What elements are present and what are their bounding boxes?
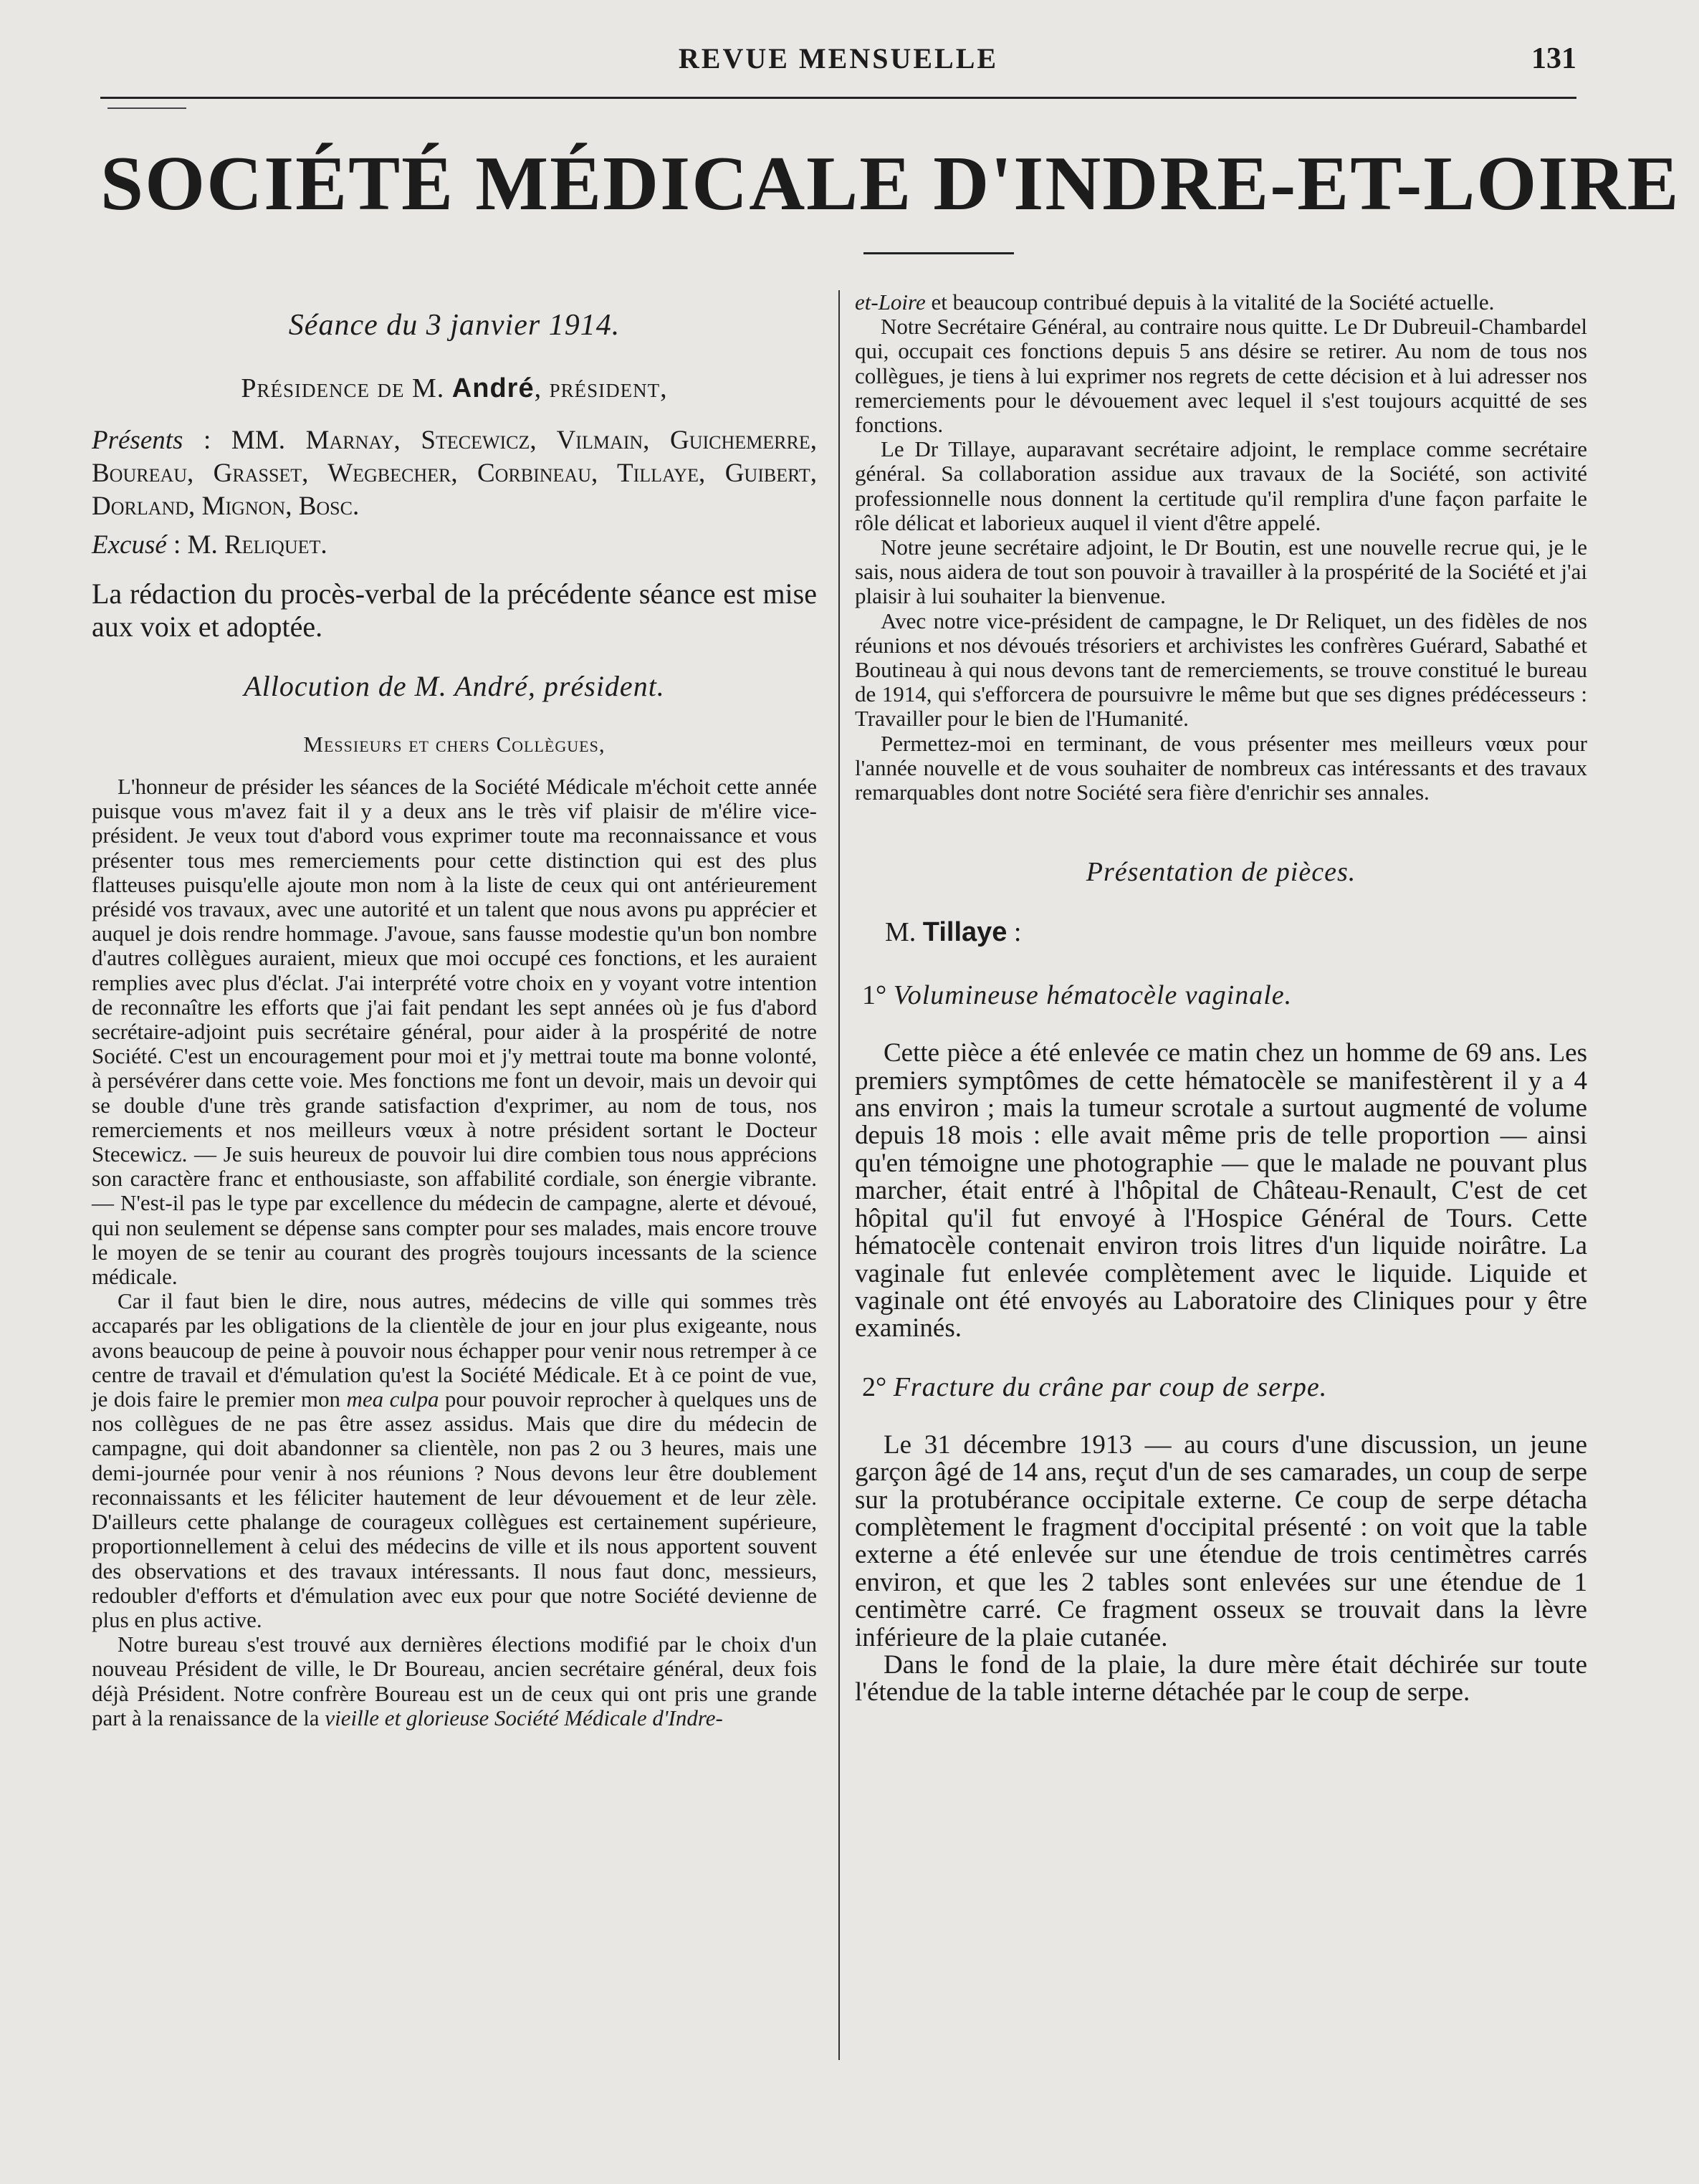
allocution-paragraph-7: Avec notre vice-président de campagne, le Dr Reliquet, un des fidèles de nos réunions et nos dévoués trésoriers et archivistes les confrères Guérard, Sabathé et Boutineau à qui nous devons tant de remerciements, se trouve constitué le bureau de 1914, qui s'efforcera de poursuivre le même but que ses dignes prédécesseurs : Travailler pour le bien de l'Humanité. <box>855 608 1587 732</box>
minutes-adoption: La rédaction du procès-verbal de la précédente séance est mise aux voix et adoptée. <box>92 578 817 643</box>
mea-culpa: mea culpa <box>346 1386 439 1412</box>
society-name-italic: vieille et glorieuse Société Médicale d'Indre- <box>325 1705 723 1730</box>
excused-text: : M. Reliquet. <box>166 530 327 560</box>
salutation: Messieurs et chers Collègues, <box>303 732 606 757</box>
title-rule <box>863 252 1014 254</box>
presentation-heading: Présentation de pièces. <box>1086 857 1356 888</box>
president-name: André <box>451 373 535 403</box>
allocution-paragraph-5: Le Dr Tillaye, auparavant secrétaire adjoint, le remplace comme secrétaire général. Sa collaboration assidue aux travaux de la Société, son activité professionnelle nous donnent la certitude qu'il remplira d'une façon parfaite le rôle délicat et laborieux auquel il vient d'être appelé. <box>855 436 1587 535</box>
item-1-text: Cette pièce a été enlevée ce matin chez un homme de 69 ans. Les premiers symptômes de cette hématocèle se manifestèrent il y a 4 ans environ ; mais la tumeur scrotale a surtout augmenté de volume depuis 18 mois : elle avait même pris de telle proportion — ainsi qu'en témoigne une photographie — que le malade ne pouvant plus marcher, était entré à l'hôpital de Château-Renault, C'est de cet hôpital qu'il fut envoyé à l'Hospice Général de Tours. Cette hématocèle contenait environ trois litres d'un liquide noirâtre. La vaginale fut enlevée complètement avec le liquide. Liquide et vaginale ont été envoyés au Laboratoire des Cliniques pour y être examinés. <box>855 1038 1587 1344</box>
excused-label: Excusé <box>92 530 167 560</box>
speaker-line <box>885 916 1587 948</box>
allocution-p3-start: Notre bureau s'est trouvé aux dernières élections modifié par le choix d'un nouveau Président de ville, le Dr Boureau, ancien secrétaire général, deux fois déjà Président. Notre confrère Boureau est un de ceux qui ont pris une grande part à la renaissance de la <box>92 1632 817 1730</box>
right-column <box>855 290 1587 1728</box>
society-name-end: et-Loire <box>855 289 926 315</box>
item-2-heading <box>862 1371 1587 1403</box>
session-date: Séance du 3 janvier 1914. <box>288 309 621 342</box>
allocution-continuation <box>855 290 1587 315</box>
header-rule <box>100 97 1576 99</box>
allocution-p2-start: Car il faut bien le dire, nous autres, médecins de ville qui sommes très accaparés par les obligations de la clientèle de jour en jour plus exigeante, nous avons beaucoup de peine à pouvoir nous échapper pour venir nous retremper à ce centre de travail et d'émulation qu'est la Société Médicale. Et à ce point de vue, je dois faire le premier mon <box>92 1288 817 1412</box>
item-1-heading <box>862 980 1587 1011</box>
page-number: 131 <box>1531 42 1576 75</box>
item-1-number: 1° <box>862 980 887 1011</box>
allocution-p2-end: pour pouvoir reprocher à quelques uns de nos collègues de ne pas être assez assidus. Mais que dire du médecin de campagne, qui doit abandonner sa clientèle, non pas 2 ou 3 heures, mais une demi-journée pour venir à nos réunions ? Nous devons leur être doublement reconnaissants et les féliciter hautement de leur dévouement et de leur zèle. D'ailleurs cette phalange de courageux collègues est certainement supérieure, proportionnellement à celui des médecins de ville et ils nous apportent souvent des observations et des travaux intéressants. Il nous faut donc, messieurs, redoubler d'efforts et d'émulation avec eux pour que notre Société devienne de plus en plus active. <box>92 1386 817 1632</box>
column-divider <box>838 290 840 2060</box>
item-2-title: Fracture du crâne par coup de serpe. <box>893 1371 1328 1402</box>
presidence-line <box>92 373 817 404</box>
speaker-name: Tillaye <box>922 917 1008 948</box>
header-rule-accent <box>107 107 186 109</box>
presidence-suffix: , président, <box>534 373 668 403</box>
presidence-prefix: Présidence de M. <box>241 373 445 403</box>
speaker-prefix: M. <box>885 917 916 948</box>
allocution-paragraph-8: Permettez-moi en terminant, de vous présenter mes meilleurs vœux pour l'année nouvelle et de vous souhaiter de nombreux cas intéressants et des travaux remarquables dont notre Société sera fière d'enrichir ses annales. <box>855 730 1587 805</box>
item-1-title: Volumineuse hématocèle vaginale. <box>893 980 1293 1011</box>
running-title: REVUE MENSUELLE <box>678 42 999 75</box>
presents-text: : MM. Marnay, Stecewicz, Vilmain, Guichemerre, Boureau, Grasset, Wegbecher, Corbineau, Tillaye, Guibert, Dorland, Mignon, Bosc. <box>92 426 817 521</box>
allocution-paragraph-4: Notre Secrétaire Général, au contraire nous quitte. Le Dr Dubreuil-Chambardel qui, occupait ces fonctions depuis 5 ans désire se retirer. Au nom de tous nos collègues, je tiens à lui exprimer nos regrets de cette décision et à lui adresser nos remerciements pour le dévouement avec lequel il s'est toujours acquitté de ses fonctions. <box>855 314 1587 438</box>
allocution-paragraph-3 <box>92 1632 817 1730</box>
continuation-text: et beaucoup contribué depuis à la vitalité de la Société actuelle. <box>925 289 1495 315</box>
allocution-paragraph-1: L'honneur de présider les séances de la Société Médicale m'échoit cette année puisque vous m'avez fait il y a deux ans le très vif plaisir de m'élire vice-président. Je veux tout d'abord vous exprimer toute ma reconnaissance et vous présenter tous mes remerciements pour cette distinction qui est des plus flatteuses puisqu'elle ajoute mon nom à la liste de ceux qui ont antérieurement présidé vos travaux, avec une autorité et un talent que nous avons pu apprécier et auquel je dois rendre hommage. J'avoue, sans fausse modestie qu'un bon nombre d'autres collègues auraient, mieux que moi occupé ces fonctions, et les auraient remplies avec plus d'éclat. J'ai interprété votre choix en y voyant votre intention de reconnaître les efforts que j'ai fait pendant les sept années où je fus d'abord secrétaire-adjoint puis secrétaire général, pour aider à la prospérité de notre Société. C'est un encouragement pour moi et j'y mettrai toute ma bonne volonté, à persévérer dans cette voie. Mes fonctions me font un devoir, mais un devoir qui se double d'une très grande satisfaction d'exprimer, au nom de tous, nos remerciements et nos meilleurs vœux à notre président sortant le Docteur Stecewicz. — Je suis heureux de pouvoir lui dire combien tous nous apprécions son caractère franc et enthousiaste, son affabilité cordiale, son énergie vibrante. — N'est-il pas le type par excellence du médecin de campagne, alerte et dévoué, qui non seulement se dépense sans compter pour ses malades, mais encore trouve le moyen de se tenir au courant des progrès toujours incessants de la science médicale. <box>92 774 817 1290</box>
page-header <box>100 36 1576 79</box>
item-2-number: 2° <box>862 1371 887 1402</box>
allocution-heading: Allocution de M. André, président. <box>244 670 665 702</box>
item-2-text-2: Dans le fond de la plaie, la dure mère était déchirée sur toute l'étendue de la table interne détachée par le coup de serpe. <box>855 1649 1587 1708</box>
presents-label: Présents <box>92 426 183 455</box>
item-2-text-1: Le 31 décembre 1913 — au cours d'une discussion, un jeune garçon âgé de 14 ans, reçut d'un de ses camarades, un coup de serpe sur la protubérance occipitale externe. Ce coup de serpe détacha complètement le fragment d'occipital présenté : on voit que la table externe a été enlevée sur une étendue de trois centimètres carrés environ, et que les 2 tables sont enlevées sur une étendue de 1 centimètre carré. Ce fragment osseux se trouvait dans la lèvre inférieure de la plaie cutanée. <box>855 1429 1587 1652</box>
allocution-paragraph-2 <box>92 1289 817 1632</box>
left-column <box>92 301 817 1730</box>
speaker-suffix: : <box>1007 917 1022 948</box>
excused-line <box>92 529 817 562</box>
page-title: SOCIÉTÉ MÉDICALE D'INDRE-ET-LOIRE <box>100 141 1680 226</box>
presents-list <box>92 424 817 523</box>
allocution-paragraph-6: Notre jeune secrétaire adjoint, le Dr Boutin, est une nouvelle recrue qui, je le sais, nous aidera de tout son pouvoir à travailler à la prospérité de la Société et j'ai plaisir à lui souhaiter la bienvenue. <box>855 535 1587 609</box>
